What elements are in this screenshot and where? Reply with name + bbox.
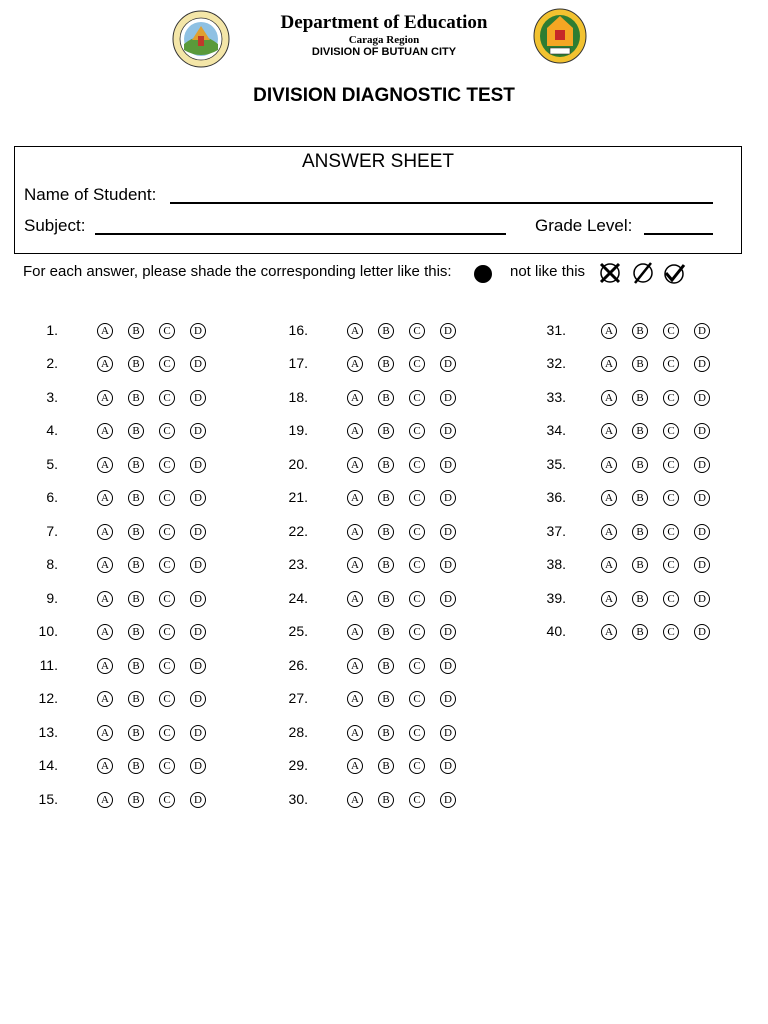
answer-bubble-c[interactable]: C	[663, 624, 679, 640]
question-number: 15.	[38, 791, 58, 807]
question-number: 35.	[546, 456, 566, 472]
answer-bubble-b[interactable]: B	[128, 390, 144, 406]
answer-bubble-c[interactable]: C	[159, 691, 175, 707]
answer-bubble-d[interactable]: D	[190, 524, 206, 540]
question-number: 26.	[288, 657, 308, 673]
answer-bubble-a[interactable]: A	[347, 524, 363, 540]
question-number: 29.	[288, 757, 308, 773]
answer-bubble-d[interactable]: D	[440, 691, 456, 707]
answer-bubble-b[interactable]: B	[632, 356, 648, 372]
answer-bubble-c[interactable]: C	[409, 323, 425, 339]
answer-bubble-a[interactable]: A	[97, 524, 113, 540]
answer-bubble-a[interactable]: A	[347, 390, 363, 406]
answer-bubble-b[interactable]: B	[632, 524, 648, 540]
answer-bubble-a[interactable]: A	[347, 658, 363, 674]
question-number: 7.	[46, 523, 58, 539]
answer-bubble-a[interactable]: A	[97, 323, 113, 339]
answer-bubble-b[interactable]: B	[378, 323, 394, 339]
answer-bubble-c[interactable]: C	[159, 423, 175, 439]
shade-instruction-text: For each answer, please shade the corresponding letter like this:	[23, 263, 452, 280]
answer-bubble-c[interactable]: C	[409, 591, 425, 607]
question-number: 6.	[46, 489, 58, 505]
answer-bubble-c[interactable]: C	[663, 323, 679, 339]
answer-bubble-b[interactable]: B	[378, 557, 394, 573]
answer-bubble-d[interactable]: D	[440, 725, 456, 741]
answer-bubble-d[interactable]: D	[190, 792, 206, 808]
answer-bubble-c[interactable]: C	[409, 792, 425, 808]
answer-bubble-a[interactable]: A	[347, 490, 363, 506]
question-number: 12.	[38, 690, 58, 706]
question-number: 27.	[288, 690, 308, 706]
answer-bubble-c[interactable]: C	[409, 490, 425, 506]
answer-bubble-d[interactable]: D	[440, 624, 456, 640]
not-like-text: not like this	[510, 263, 586, 280]
answer-bubble-b[interactable]: B	[128, 323, 144, 339]
answer-bubble-b[interactable]: B	[632, 323, 648, 339]
answer-bubble-a[interactable]: A	[347, 758, 363, 774]
question-number: 38.	[546, 556, 566, 572]
answer-bubble-c[interactable]: C	[159, 390, 175, 406]
answer-bubble-b[interactable]: B	[632, 490, 648, 506]
question-number: 17.	[288, 355, 308, 371]
answer-bubble-b[interactable]: B	[632, 624, 648, 640]
answer-bubble-a[interactable]: A	[97, 725, 113, 741]
answer-bubble-a[interactable]: A	[601, 457, 617, 473]
answer-bubble-d[interactable]: D	[190, 658, 206, 674]
answer-bubble-b[interactable]: B	[128, 490, 144, 506]
answer-bubble-c[interactable]: C	[663, 591, 679, 607]
answer-bubble-a[interactable]: A	[347, 591, 363, 607]
answer-bubble-b[interactable]: B	[378, 691, 394, 707]
answer-bubble-d[interactable]: D	[190, 557, 206, 573]
answer-bubble-d[interactable]: D	[440, 390, 456, 406]
question-number: 30.	[288, 791, 308, 807]
answer-bubble-a[interactable]: A	[347, 423, 363, 439]
answer-bubble-b[interactable]: B	[378, 457, 394, 473]
answer-bubble-d[interactable]: D	[190, 356, 206, 372]
answer-bubble-b[interactable]: B	[128, 423, 144, 439]
answer-bubble-d[interactable]: D	[694, 624, 710, 640]
question-number: 18.	[288, 389, 308, 405]
answer-bubble-d[interactable]: D	[440, 658, 456, 674]
answer-bubble-a[interactable]: A	[601, 356, 617, 372]
question-number: 40.	[546, 623, 566, 639]
answer-bubble-b[interactable]: B	[128, 725, 144, 741]
answer-bubble-b[interactable]: B	[128, 691, 144, 707]
question-number: 33.	[546, 389, 566, 405]
answer-bubble-b[interactable]: B	[378, 490, 394, 506]
question-number: 4.	[46, 422, 58, 438]
answer-bubble-c[interactable]: C	[159, 658, 175, 674]
answer-bubble-c[interactable]: C	[409, 658, 425, 674]
answer-bubble-d[interactable]: D	[190, 691, 206, 707]
answer-bubble-a[interactable]: A	[601, 390, 617, 406]
answer-bubble-b[interactable]: B	[128, 457, 144, 473]
answer-bubble-a[interactable]: A	[347, 792, 363, 808]
answer-bubble-c[interactable]: C	[663, 557, 679, 573]
question-number: 13.	[38, 724, 58, 740]
answer-bubble-b[interactable]: B	[632, 591, 648, 607]
question-number: 31.	[546, 322, 566, 338]
question-number: 24.	[288, 590, 308, 606]
answer-bubble-b[interactable]: B	[378, 390, 394, 406]
answer-bubble-a[interactable]: A	[601, 423, 617, 439]
answer-bubble-a[interactable]: A	[347, 691, 363, 707]
answer-bubble-a[interactable]: A	[97, 423, 113, 439]
answer-bubble-d[interactable]: D	[694, 423, 710, 439]
answer-bubble-b[interactable]: B	[128, 591, 144, 607]
answer-bubble-d[interactable]: D	[190, 624, 206, 640]
question-number: 3.	[46, 389, 58, 405]
answer-bubble-b[interactable]: B	[378, 591, 394, 607]
question-number: 37.	[546, 523, 566, 539]
answer-bubble-c[interactable]: C	[409, 758, 425, 774]
answer-bubble-a[interactable]: A	[601, 624, 617, 640]
answer-bubble-a[interactable]: A	[97, 390, 113, 406]
answer-bubble-d[interactable]: D	[440, 323, 456, 339]
answer-bubble-d[interactable]: D	[440, 524, 456, 540]
answer-bubble-d[interactable]: D	[694, 356, 710, 372]
answer-bubble-c[interactable]: C	[409, 457, 425, 473]
answer-bubble-b[interactable]: B	[632, 457, 648, 473]
answer-bubble-a[interactable]: A	[347, 557, 363, 573]
answer-bubble-a[interactable]: A	[347, 457, 363, 473]
answer-bubble-d[interactable]: D	[694, 390, 710, 406]
answer-bubble-b[interactable]: B	[378, 758, 394, 774]
grade-level-label: Grade Level:	[535, 216, 633, 235]
question-number: 25.	[288, 623, 308, 639]
answer-bubble-b[interactable]: B	[128, 792, 144, 808]
answer-bubble-d[interactable]: D	[694, 591, 710, 607]
answer-bubble-c[interactable]: C	[663, 524, 679, 540]
division-heading: DIVISION OF BUTUAN CITY	[311, 46, 457, 58]
answer-bubble-d[interactable]: D	[190, 758, 206, 774]
answer-bubble-b[interactable]: B	[128, 658, 144, 674]
answer-bubble-c[interactable]: C	[409, 691, 425, 707]
question-number: 2.	[46, 355, 58, 371]
answer-bubble-c[interactable]: C	[159, 591, 175, 607]
answer-bubble-d[interactable]: D	[190, 323, 206, 339]
answer-bubble-c[interactable]: C	[663, 490, 679, 506]
answer-bubble-c[interactable]: C	[159, 624, 175, 640]
region-heading: Caraga Region	[348, 34, 420, 46]
question-number: 34.	[546, 422, 566, 438]
answer-bubble-c[interactable]: C	[159, 792, 175, 808]
answer-bubble-c[interactable]: C	[409, 356, 425, 372]
answer-bubble-b[interactable]: B	[128, 624, 144, 640]
answer-bubble-a[interactable]: A	[347, 725, 363, 741]
answer-bubble-c[interactable]: C	[409, 557, 425, 573]
answer-bubble-d[interactable]: D	[440, 423, 456, 439]
answer-bubble-a[interactable]: A	[97, 457, 113, 473]
answer-bubble-d[interactable]: D	[440, 490, 456, 506]
answer-bubble-d[interactable]: D	[190, 725, 206, 741]
question-number: 19.	[288, 422, 308, 438]
answer-bubble-a[interactable]: A	[347, 624, 363, 640]
answer-bubble-c[interactable]: C	[663, 356, 679, 372]
answer-bubble-a[interactable]: A	[601, 323, 617, 339]
answer-bubble-d[interactable]: D	[440, 758, 456, 774]
answer-bubble-c[interactable]: C	[409, 390, 425, 406]
answer-bubble-d[interactable]: D	[190, 423, 206, 439]
answer-bubble-a[interactable]: A	[97, 490, 113, 506]
answer-bubble-b[interactable]: B	[128, 758, 144, 774]
answer-sheet-heading: ANSWER SHEET	[301, 151, 455, 172]
question-number: 28.	[288, 724, 308, 740]
question-number: 36.	[546, 489, 566, 505]
question-number: 5.	[46, 456, 58, 472]
answer-bubble-c[interactable]: C	[159, 457, 175, 473]
answer-bubble-d[interactable]: D	[190, 490, 206, 506]
answer-bubble-d[interactable]: D	[694, 323, 710, 339]
question-number: 39.	[546, 590, 566, 606]
answer-bubble-b[interactable]: B	[632, 390, 648, 406]
answer-bubble-d[interactable]: D	[190, 457, 206, 473]
answer-bubble-d[interactable]: D	[694, 490, 710, 506]
question-number: 20.	[288, 456, 308, 472]
test-title: DIVISION DIAGNOSTIC TEST	[253, 85, 515, 106]
answer-bubble-c[interactable]: C	[159, 490, 175, 506]
question-number: 32.	[546, 355, 566, 371]
question-number: 1.	[46, 322, 58, 338]
answer-bubble-d[interactable]: D	[440, 457, 456, 473]
answer-bubble-a[interactable]: A	[97, 356, 113, 372]
answer-bubble-b[interactable]: B	[378, 356, 394, 372]
answer-bubble-a[interactable]: A	[97, 624, 113, 640]
answer-bubble-c[interactable]: C	[159, 725, 175, 741]
answer-bubble-b[interactable]: B	[378, 624, 394, 640]
answer-bubble-d[interactable]: D	[694, 457, 710, 473]
question-number: 16.	[288, 322, 308, 338]
answer-bubble-a[interactable]: A	[601, 490, 617, 506]
answer-bubble-c[interactable]: C	[159, 323, 175, 339]
answer-bubble-b[interactable]: B	[632, 423, 648, 439]
department-heading: Department of Education	[280, 12, 488, 33]
answer-bubble-b[interactable]: B	[378, 524, 394, 540]
answer-bubble-c[interactable]: C	[663, 423, 679, 439]
answer-bubble-a[interactable]: A	[97, 691, 113, 707]
answer-bubble-b[interactable]: B	[128, 524, 144, 540]
question-number: 8.	[46, 556, 58, 572]
answer-bubble-b[interactable]: B	[378, 725, 394, 741]
answer-bubble-a[interactable]: A	[347, 323, 363, 339]
answer-bubble-d[interactable]: D	[190, 390, 206, 406]
answer-bubble-b[interactable]: B	[378, 792, 394, 808]
answer-bubble-b[interactable]: B	[378, 423, 394, 439]
answer-bubble-a[interactable]: A	[97, 758, 113, 774]
question-number: 21.	[288, 489, 308, 505]
student-name-label: Name of Student:	[24, 185, 157, 204]
answer-bubble-c[interactable]: C	[409, 624, 425, 640]
answer-bubble-d[interactable]: D	[440, 356, 456, 372]
answer-bubble-b[interactable]: B	[128, 356, 144, 372]
answer-bubble-a[interactable]: A	[97, 591, 113, 607]
answer-bubble-c[interactable]: C	[663, 457, 679, 473]
answer-bubble-a[interactable]: A	[97, 792, 113, 808]
answer-bubble-a[interactable]: A	[97, 658, 113, 674]
question-number: 9.	[46, 590, 58, 606]
answer-bubble-b[interactable]: B	[632, 557, 648, 573]
answer-bubble-d[interactable]: D	[440, 591, 456, 607]
answer-bubble-c[interactable]: C	[409, 524, 425, 540]
subject-label: Subject:	[24, 216, 86, 235]
question-number: 14.	[38, 757, 58, 773]
answer-bubble-a[interactable]: A	[601, 524, 617, 540]
answer-bubble-d[interactable]: D	[694, 557, 710, 573]
answer-bubble-c[interactable]: C	[159, 758, 175, 774]
answer-bubble-c[interactable]: C	[409, 423, 425, 439]
answer-bubble-c[interactable]: C	[663, 390, 679, 406]
answer-bubble-a[interactable]: A	[97, 557, 113, 573]
answer-bubble-d[interactable]: D	[440, 557, 456, 573]
question-number: 10.	[38, 623, 58, 639]
answer-bubble-a[interactable]: A	[601, 557, 617, 573]
answer-bubble-d[interactable]: D	[440, 792, 456, 808]
answer-bubble-a[interactable]: A	[347, 356, 363, 372]
question-number: 22.	[288, 523, 308, 539]
answer-bubble-b[interactable]: B	[378, 658, 394, 674]
answer-bubble-d[interactable]: D	[190, 591, 206, 607]
answer-bubble-c[interactable]: C	[409, 725, 425, 741]
answer-bubble-c[interactable]: C	[159, 557, 175, 573]
question-number: 23.	[288, 556, 308, 572]
answer-bubble-c[interactable]: C	[159, 356, 175, 372]
answer-bubble-a[interactable]: A	[601, 591, 617, 607]
question-number: 11.	[39, 657, 58, 673]
answer-bubble-c[interactable]: C	[159, 524, 175, 540]
answer-bubble-b[interactable]: B	[128, 557, 144, 573]
answer-bubble-d[interactable]: D	[694, 524, 710, 540]
